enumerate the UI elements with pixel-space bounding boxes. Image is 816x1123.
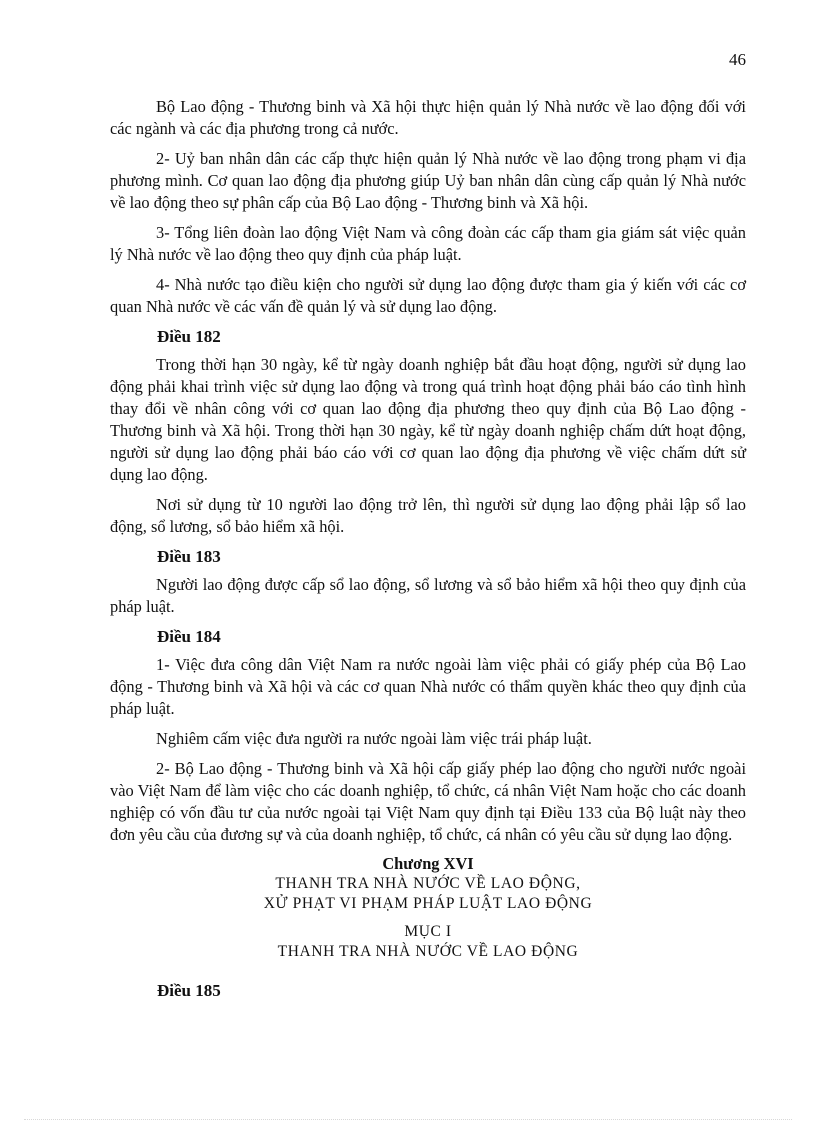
paragraph: Trong thời hạn 30 ngày, kể từ ngày doanh nghiệp bắt đầu hoạt động, người sử dụng lao động phải khai trình việc sử dụng lao động và trong quá trình hoạt động phải báo cáo tình hình thay đổi về nhân công với cơ quan lao động địa phương theo quy định của Bộ Lao động - Thương binh và Xã hội. Trong thời hạn 30 ngày, kể từ ngày doanh nghiệp chấm dứt hoạt động, người sử dụng lao động phải báo cáo với cơ quan lao động địa phương về việc chấm dứt sử dụng lao động. bbox=[110, 355, 746, 484]
section-heading bbox=[110, 922, 746, 962]
page-number: 46 bbox=[729, 50, 746, 69]
paragraph: 1- Việc đưa công dân Việt Nam ra nước ngoài làm việc phải có giấy phép của Bộ Lao động - Thương binh và Xã hội và các cơ quan Nhà nước có thẩm quyền khác theo quy định của pháp luật. bbox=[110, 655, 746, 718]
page-divider bbox=[24, 1119, 792, 1120]
paragraph: Người lao động được cấp sổ lao động, sổ lương và sổ bảo hiểm xã hội theo quy định của pháp luật. bbox=[110, 575, 746, 616]
paragraph: 3- Tổng liên đoàn lao động Việt Nam và công đoàn các cấp tham gia giám sát việc quản lý Nhà nước về lao động theo quy định của pháp luật. bbox=[110, 223, 746, 264]
article-185-title: Điều 185 bbox=[157, 981, 221, 1000]
article-182-title: Điều 182 bbox=[157, 327, 221, 346]
paragraph: 4- Nhà nước tạo điều kiện cho người sử dụng lao động được tham gia ý kiến với các cơ quan Nhà nước về các vấn đề quản lý và sử dụng lao động. bbox=[110, 275, 746, 316]
paragraph: 2- Uỷ ban nhân dân các cấp thực hiện quản lý Nhà nước về lao động trong phạm vi địa phương mình. Cơ quan lao động địa phương giúp Uỷ ban nhân dân cùng cấp quản lý Nhà nước về lao động theo sự phân cấp của Bộ Lao động - Thương binh và Xã hội. bbox=[110, 149, 746, 212]
section-subtitle: THANH TRA NHÀ NƯỚC VỀ LAO ĐỘNG bbox=[277, 943, 579, 960]
chapter-heading bbox=[110, 854, 746, 914]
article-184-title: Điều 184 bbox=[157, 627, 221, 646]
section-title: MỤC I bbox=[404, 923, 452, 940]
paragraph: Bộ Lao động - Thương binh và Xã hội thực hiện quản lý Nhà nước về lao động đối với các ngành và các địa phương trong cả nước. bbox=[110, 97, 746, 138]
paragraph: Nghiêm cấm việc đưa người ra nước ngoài làm việc trái pháp luật. bbox=[156, 729, 592, 748]
paragraph: 2- Bộ Lao động - Thương binh và Xã hội cấp giấy phép lao động cho người nước ngoài vào Việt Nam để làm việc cho các doanh nghiệp, tổ chức, cá nhân Việt Nam hoặc cho các doanh nghiệp có vốn đầu tư của nước ngoài tại Việt Nam quy định tại Điều 133 của Bộ luật này theo đơn yêu cầu của đương sự và của doanh nghiệp, tổ chức, cá nhân có yêu cầu sử dụng lao động. bbox=[110, 759, 746, 844]
chapter-subtitle-line1: THANH TRA NHÀ NƯỚC VỀ LAO ĐỘNG, bbox=[275, 875, 581, 892]
chapter-subtitle-line2: XỬ PHẠT VI PHẠM PHÁP LUẬT LAO ĐỘNG bbox=[263, 895, 593, 912]
article-183-title: Điều 183 bbox=[157, 547, 221, 566]
chapter-title: Chương XVI bbox=[382, 854, 474, 873]
paragraph: Nơi sử dụng từ 10 người lao động trở lên, thì người sử dụng lao động phải lập sổ lao động, sổ lương, sổ bảo hiểm xã hội. bbox=[110, 495, 746, 536]
document-body bbox=[110, 96, 746, 1008]
